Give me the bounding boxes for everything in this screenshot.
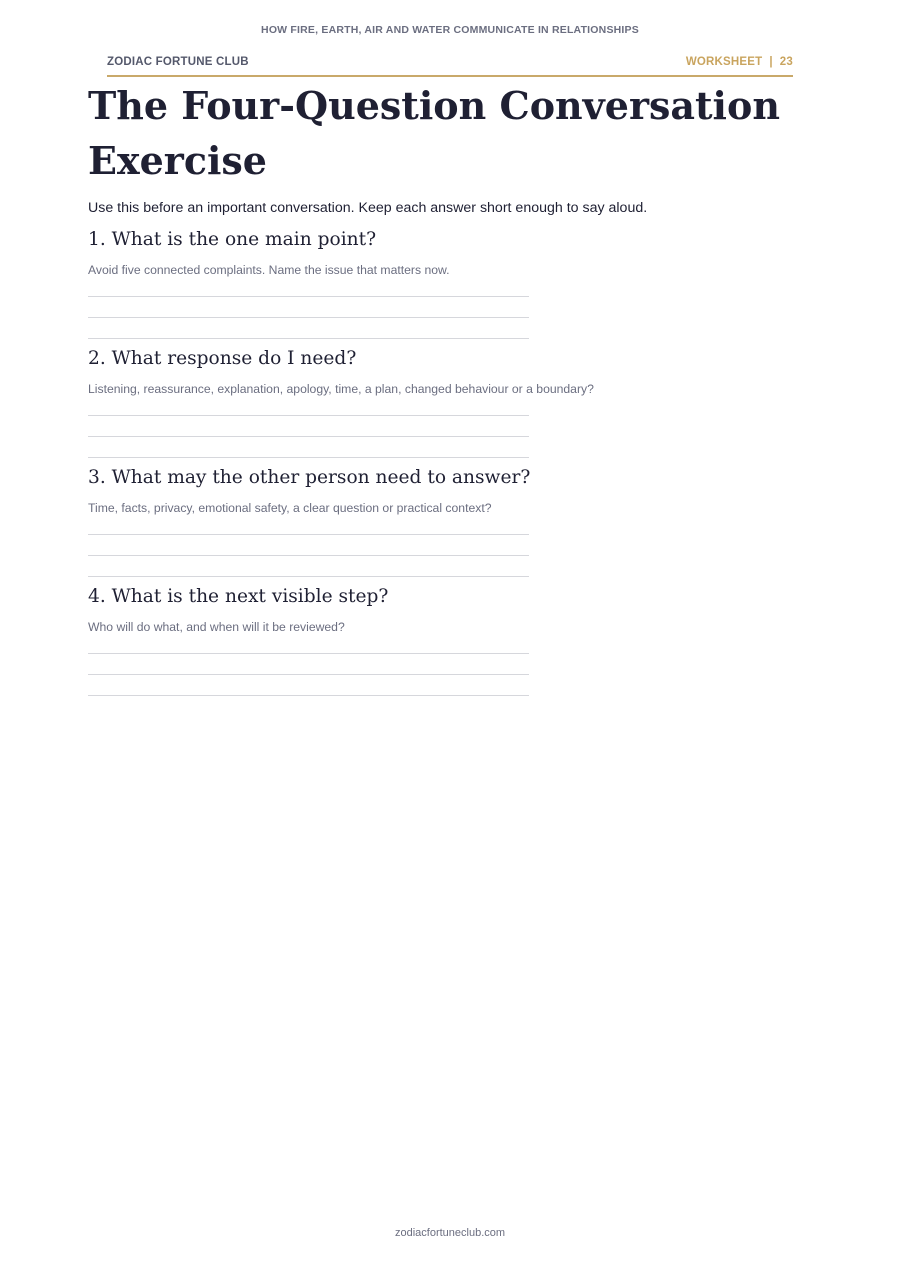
section-separator: | xyxy=(769,56,773,68)
question-2 xyxy=(88,345,808,458)
answer-line[interactable] xyxy=(88,318,529,339)
question-title: 4. What is the next visible step? xyxy=(88,586,389,607)
intro-text: Use this before an important conversation. Keep each answer short enough to say aloud. xyxy=(88,200,648,216)
answer-lines[interactable] xyxy=(88,406,529,458)
question-1 xyxy=(88,226,808,339)
answer-line[interactable] xyxy=(88,406,529,416)
running-head: HOW FIRE, EARTH, AIR AND WATER COMMUNICATE IN RELATIONSHIPS xyxy=(261,24,639,36)
answer-lines[interactable] xyxy=(88,644,529,696)
question-title: 2. What response do I need? xyxy=(88,348,357,369)
question-title: 3. What may the other person need to answer? xyxy=(88,467,531,488)
question-4 xyxy=(88,583,808,696)
answer-line[interactable] xyxy=(88,525,529,535)
question-hint: Listening, reassurance, explanation, apology, time, a plan, changed behaviour or a boundary? xyxy=(88,382,594,396)
footer-url: zodiacfortuneclub.com xyxy=(394,1227,506,1239)
question-hint: Who will do what, and when will it be reviewed? xyxy=(88,620,345,634)
brand-bar xyxy=(107,56,793,77)
answer-line[interactable] xyxy=(88,297,529,318)
question-title: 1. What is the one main point? xyxy=(88,229,377,250)
brand-name: ZODIAC FORTUNE CLUB xyxy=(107,56,249,68)
answer-lines[interactable] xyxy=(88,525,529,577)
answer-line[interactable] xyxy=(88,416,529,437)
worksheet-body xyxy=(88,78,808,696)
answer-line[interactable] xyxy=(88,535,529,556)
question-3 xyxy=(88,464,808,577)
section-label: WORKSHEET xyxy=(685,56,763,68)
answer-line[interactable] xyxy=(88,287,529,297)
answer-line[interactable] xyxy=(88,644,529,654)
page-title: The Four-Question Conversation Exercise xyxy=(88,83,780,183)
answer-line[interactable] xyxy=(88,437,529,458)
question-hint: Avoid five connected complaints. Name the issue that matters now. xyxy=(88,263,450,277)
question-hint: Time, facts, privacy, emotional safety, a clear question or practical context? xyxy=(88,501,492,515)
answer-line[interactable] xyxy=(88,675,529,696)
section-marker xyxy=(686,56,793,68)
page-number: 23 xyxy=(779,56,793,68)
answer-lines[interactable] xyxy=(88,287,529,339)
answer-line[interactable] xyxy=(88,556,529,577)
answer-line[interactable] xyxy=(88,654,529,675)
